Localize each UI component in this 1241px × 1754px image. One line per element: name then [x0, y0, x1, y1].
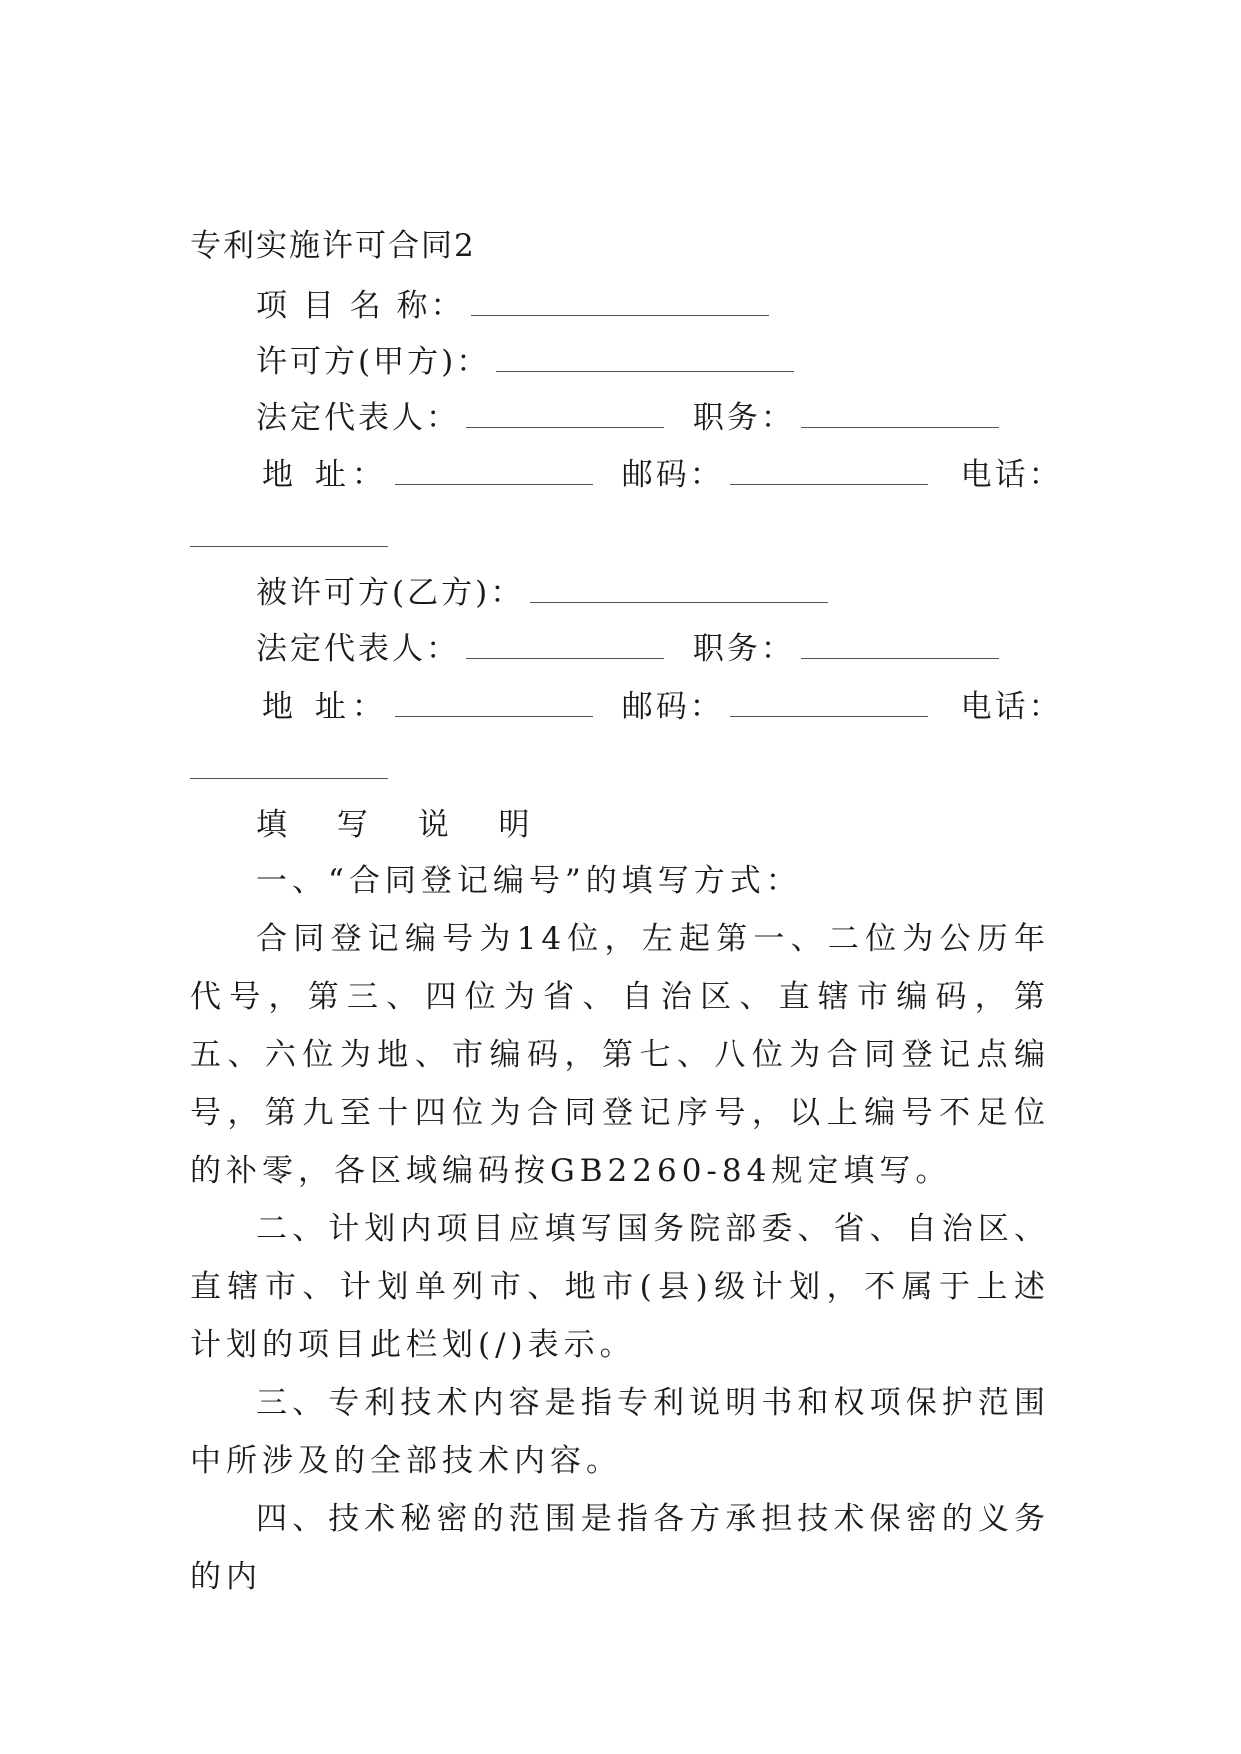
instructions-heading: 填 写 说 明	[256, 807, 550, 843]
licensor-legal-rep-row	[256, 400, 1005, 436]
postcode-label: 邮码：	[621, 689, 724, 725]
position-label: 职务：	[692, 400, 795, 436]
instruction-paragraph: 四、技术秘密的范围是指各方承担技术保密的义务的内	[190, 1501, 1050, 1595]
instruction-paragraph: 二、计划内项目应填写国务院部委、省、自治区、直辖市、计划单列市、地市(县)级计划，不属于上述计划的项目此栏划(/)表示。	[190, 1211, 1050, 1363]
postcode-label: 邮码：	[621, 457, 724, 493]
document-title: 专利实施许可合同2	[190, 228, 476, 264]
address-label: 地 址：	[262, 457, 389, 493]
instruction-paragraph: 一、“合同登记编号”的填写方式：	[256, 863, 802, 899]
project-name-blank[interactable]	[471, 314, 769, 316]
project-name-row	[256, 288, 775, 324]
position-blank[interactable]	[801, 657, 999, 659]
licensee-row	[256, 575, 834, 611]
phone-blank[interactable]	[190, 778, 388, 779]
licensee-label: 被许可方(乙方)：	[256, 575, 525, 611]
address-blank[interactable]	[395, 483, 593, 485]
licensor-label: 许可方(甲方)：	[256, 344, 491, 380]
legal-rep-label: 法定代表人：	[256, 631, 460, 667]
legal-rep-label: 法定代表人：	[256, 400, 460, 436]
phone-label: 电话：	[960, 689, 1063, 725]
legal-rep-blank[interactable]	[466, 426, 664, 428]
position-blank[interactable]	[801, 426, 999, 428]
licensee-blank[interactable]	[530, 601, 828, 603]
postcode-blank[interactable]	[730, 715, 928, 717]
licensor-address-row	[262, 457, 1063, 493]
licensee-legal-rep-row	[256, 631, 1005, 667]
licensee-address-row	[262, 689, 1063, 725]
licensor-blank[interactable]	[496, 370, 794, 372]
position-label: 职务：	[692, 631, 795, 667]
project-name-label: 项 目 名 称：	[256, 288, 465, 324]
postcode-blank[interactable]	[730, 483, 928, 485]
address-blank[interactable]	[395, 715, 593, 717]
phone-label: 电话：	[960, 457, 1063, 493]
address-label: 地 址：	[262, 689, 389, 725]
instruction-paragraph: 合同登记编号为14位，左起第一、二位为公历年代号，第三、四位为省、自治区、直辖市编码，第五、六位为地、市编码，第七、八位为合同登记点编号，第九至十四位为合同登记序号，以上编号不足位的补零，各区域编码按GB2260-84规定填写。	[190, 921, 1050, 1189]
instruction-paragraph: 三、专利技术内容是指专利说明书和权项保护范围中所涉及的全部技术内容。	[190, 1385, 1050, 1479]
licensor-row	[256, 344, 800, 380]
phone-blank[interactable]	[190, 546, 388, 547]
legal-rep-blank[interactable]	[466, 657, 664, 659]
